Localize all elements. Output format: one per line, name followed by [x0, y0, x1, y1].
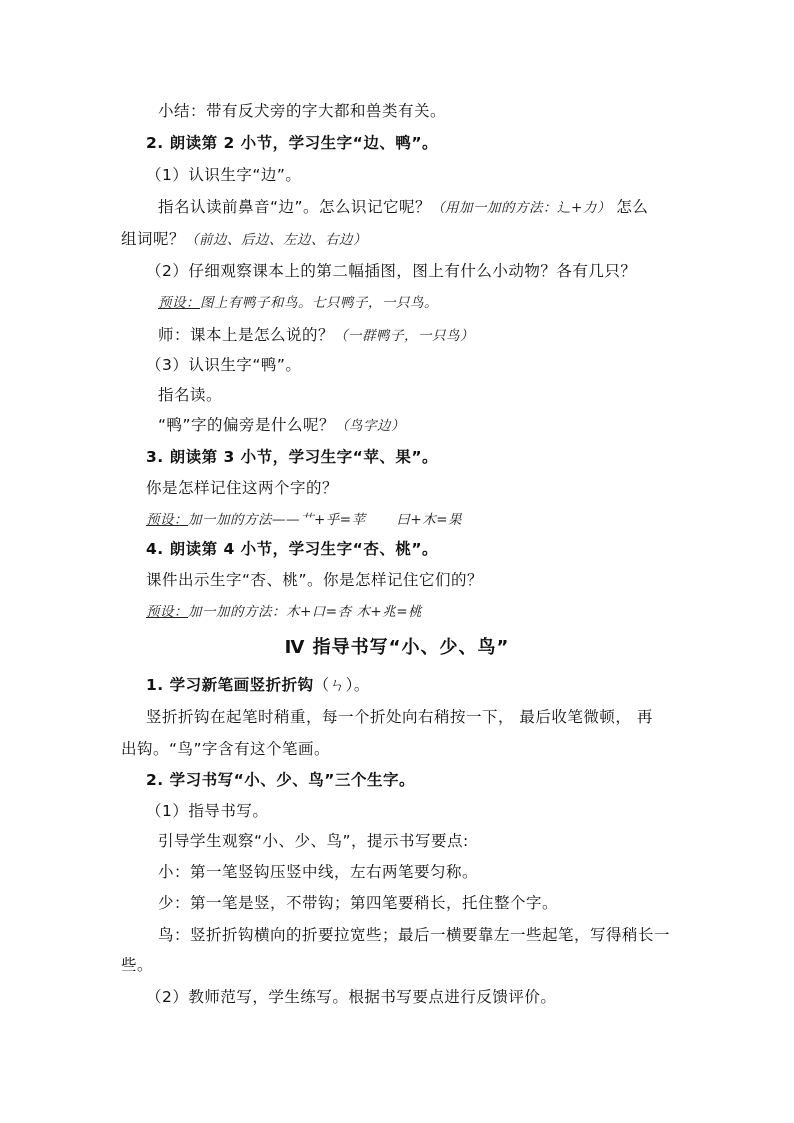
- point-text: 小：第一笔竖钩压竖中线，左右两笔要匀称。: [158, 863, 479, 881]
- section-4-preset: [146, 601, 422, 623]
- section-number: 1.: [146, 676, 164, 694]
- writing-point-niao: [158, 924, 670, 946]
- point-text: 少：第一笔是竖，不带钩；第四笔要稍长，托住整个字。: [158, 894, 559, 912]
- question-text: 课本上是怎么说的？: [190, 326, 335, 344]
- step-2-3: [146, 354, 301, 376]
- question-text: 课件出示生字“杏、桃”。你是怎样记住它们的？: [146, 571, 484, 589]
- step-text: （1）指导书写。: [146, 802, 269, 820]
- handwritten-hint: （鸟字边）: [335, 418, 406, 434]
- writing-point-shao: [158, 892, 558, 914]
- writing-2-heading: [146, 769, 415, 791]
- section-number: 3.: [146, 448, 164, 466]
- writing-1-heading: [146, 674, 370, 696]
- section-3-heading: [146, 446, 438, 468]
- question-text: “鸭”字的偏旁是什么呢？: [158, 416, 336, 434]
- writing-2-2: [146, 986, 556, 1008]
- preset-label: 预设：: [158, 295, 200, 311]
- step-text: （3）认识生字“鸭”。: [146, 356, 302, 374]
- step-2-2: [146, 260, 636, 282]
- section-4-question: [146, 569, 483, 591]
- question-tail: 怎么: [616, 198, 649, 216]
- stroke-symbol: （ㄣ）。: [313, 676, 370, 694]
- question-text: 指名认读前鼻音“边”。怎么识记它呢？: [158, 198, 432, 216]
- section-3-preset: [146, 509, 462, 531]
- teacher-label: 师：: [158, 326, 191, 344]
- preset-text: 加一加的方法——艹+乎=苹: [188, 512, 366, 528]
- teacher-question: [158, 324, 474, 347]
- preset-label: 预设：: [146, 604, 188, 620]
- step-text: （1）认识生字“边”。: [146, 166, 302, 184]
- handwritten-hint: （一群鸭子，一只鸟）: [334, 328, 475, 344]
- step-2-1-question: [158, 196, 648, 219]
- writing-1-desc: [146, 706, 653, 728]
- step-2-3-read: [158, 384, 222, 406]
- section-3-question: [146, 477, 338, 499]
- handwritten-hint: （前边、后边、左边、右边）: [185, 232, 368, 248]
- writing-2-1: [146, 800, 268, 822]
- step-text: （2）仔细观察课本上的第二幅插图，图上有什么小动物？各有几只？: [146, 262, 637, 280]
- summary-text: [158, 100, 446, 122]
- description-text: 竖折折钩在起笔时稍重，每一个折处向右稍按一下， 最后收笔微顿， 再: [146, 708, 653, 726]
- chapter-heading: Ⅳ 指导书写“小、少、鸟”: [284, 637, 510, 658]
- section-title: 学习书写“小、少、鸟”三个生字。: [169, 771, 415, 789]
- point-text: 鸟：竖折折钩横向的折要拉宽些；最后一横要靠左一些起笔，写得稍长一: [158, 926, 671, 944]
- step-2-1-question-cont: [121, 228, 367, 251]
- section-title: 学习新笔画竖折折钩: [169, 676, 314, 694]
- instruction-text: 指名读。: [158, 386, 223, 404]
- description-text: 出钩。“鸟”字含有这个笔画。: [121, 740, 331, 758]
- point-text: 些。: [121, 956, 154, 974]
- preset-text: 加一加的方法：木+口=杏 木+兆=桃: [188, 604, 423, 620]
- section-title: 朗读第 2 小节，学习生字“边、鸭”。: [169, 134, 439, 152]
- summary-sentence: 小结：带有反犬旁的字大都和兽类有关。: [158, 102, 447, 120]
- preset-extra: 曰+木=果: [396, 512, 463, 528]
- question-text: 你是怎样记住这两个字的？: [146, 479, 339, 497]
- section-4-heading: [146, 538, 438, 560]
- section-number: 4.: [146, 540, 164, 558]
- step-2-1: [146, 164, 301, 186]
- section-number: 2.: [146, 134, 164, 152]
- preset-text: 图上有鸭子和鸟。七只鸭子，一只鸟。: [200, 295, 438, 311]
- guide-text: 引导学生观察“小、少、鸟”，提示书写要点:: [158, 832, 469, 850]
- handwritten-hint: （用加一加的方法：辶+力）: [431, 200, 611, 216]
- writing-point-xiao: [158, 861, 478, 883]
- section-number: 2.: [146, 771, 164, 789]
- section-title: 朗读第 4 小节，学习生字“杏、桃”。: [169, 540, 439, 558]
- question-text: 组词呢？: [121, 230, 186, 248]
- writing-2-1-guide: [158, 830, 469, 852]
- writing-1-desc-cont: [121, 738, 330, 760]
- writing-point-niao-cont: [121, 954, 153, 976]
- step-text: （2）教师范写，学生练写。根据书写要点进行反馈评价。: [146, 988, 557, 1006]
- section-2-heading: [146, 132, 438, 154]
- section-title: 朗读第 3 小节，学习生字“苹、果”。: [169, 448, 439, 466]
- preset-answer: [158, 292, 438, 314]
- step-2-3-radical: [158, 414, 405, 437]
- preset-label: 预设：: [146, 512, 188, 528]
